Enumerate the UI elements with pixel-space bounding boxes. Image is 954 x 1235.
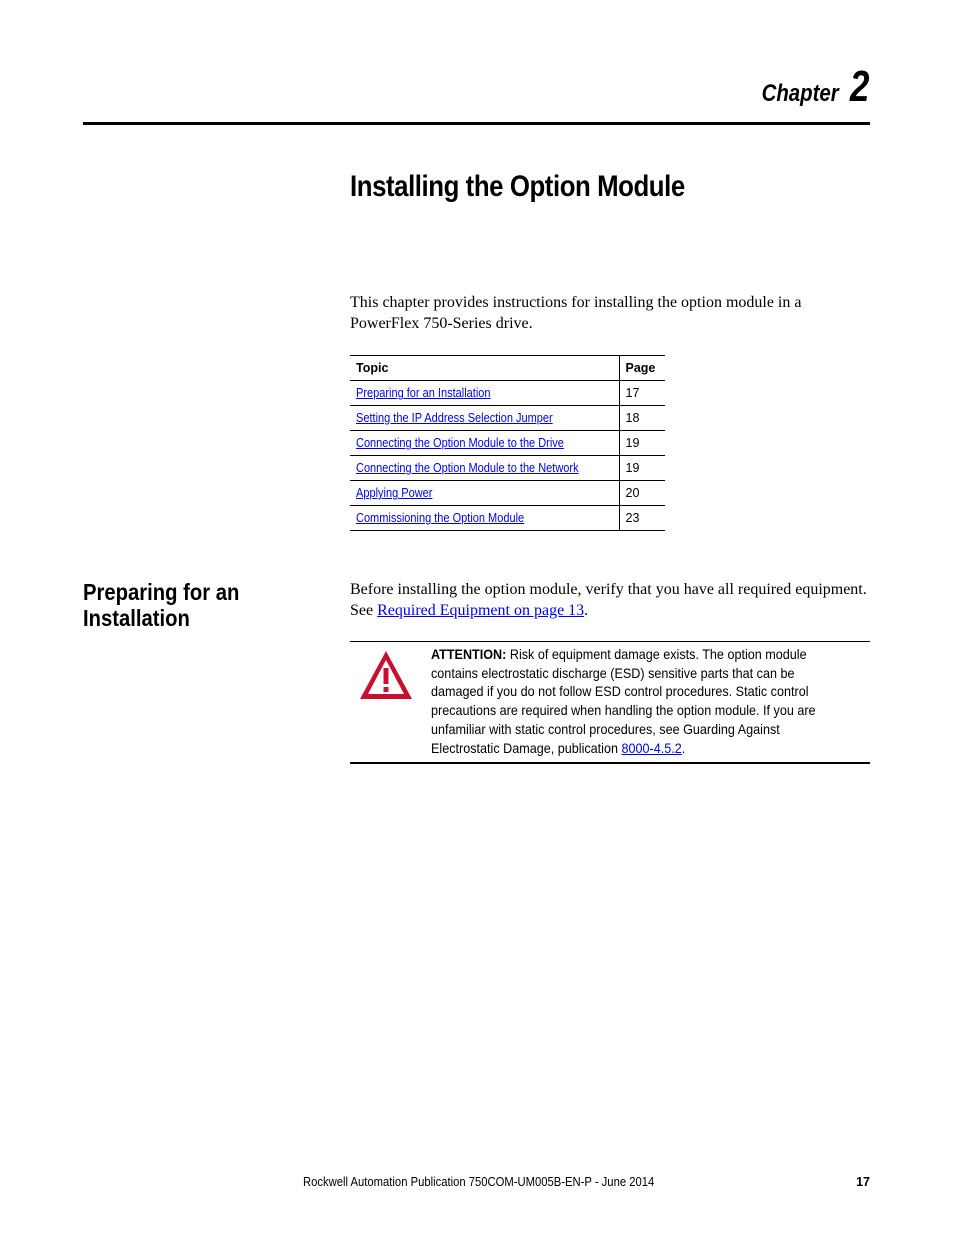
attention-box [350, 641, 870, 764]
page-title: Installing the Option Module [350, 170, 685, 203]
topics-table [350, 355, 665, 531]
table-row [350, 431, 665, 456]
topic-link[interactable]: Setting the IP Address Selection Jumper [356, 411, 553, 425]
table-row [350, 381, 665, 406]
page-cell: 18 [619, 406, 665, 431]
section-text-end: . [584, 602, 589, 619]
attention-end: . [681, 739, 686, 756]
warning-triangle-icon [357, 648, 415, 702]
attention-text [431, 645, 836, 757]
chapter-rule [83, 122, 870, 125]
page-cell: 19 [619, 431, 665, 456]
publication-link[interactable]: 8000-4.5.2 [621, 739, 682, 756]
section-heading: Preparing for an Installation [83, 579, 240, 631]
page-cell: 17 [619, 381, 665, 406]
intro-paragraph: This chapter provides instructions for installing the option module in a PowerFlex 750-Series drive. [350, 294, 802, 332]
section-paragraph [350, 579, 880, 621]
attention-body: Risk of equipment damage exists. The option module contains electrostatic discharge (ESD) sensitive parts that can be damaged if you do not follow ESD control procedures. Static control precautions are required when handling the option module. If you are unfamiliar with static control procedures, see Guarding Against Electrostatic Damage, publication [431, 646, 816, 756]
topic-column-header: Topic [350, 356, 619, 381]
topic-link[interactable]: Applying Power [356, 486, 433, 500]
topic-link[interactable]: Commissioning the Option Module [356, 511, 525, 525]
topic-link[interactable]: Preparing for an Installation [356, 386, 491, 400]
topic-link[interactable]: Connecting the Option Module to the Drive [356, 436, 564, 450]
page-cell: 20 [619, 481, 665, 506]
page-cell: 19 [619, 456, 665, 481]
page-cell: 23 [619, 506, 665, 531]
footer-publication: Rockwell Automation Publication 750COM-UM005B-EN-P - June 2014 [302, 1175, 654, 1189]
page-number: 17 [856, 1175, 870, 1189]
table-row [350, 406, 665, 431]
table-row [350, 481, 665, 506]
chapter-number: 2 [849, 62, 869, 111]
table-row [350, 456, 665, 481]
table-row [350, 506, 665, 531]
attention-label: ATTENTION: [431, 646, 507, 662]
chapter-label: Chapter [761, 80, 839, 107]
table-header-row [350, 356, 665, 381]
topic-link[interactable]: Connecting the Option Module to the Network [356, 461, 579, 475]
section-text: Before installing the option module, verify that you have all required equipment. See [350, 581, 867, 619]
page-column-header: Page [619, 356, 665, 381]
required-equipment-link[interactable]: Required Equipment on page 13 [377, 602, 585, 619]
chapter-heading [748, 62, 869, 112]
